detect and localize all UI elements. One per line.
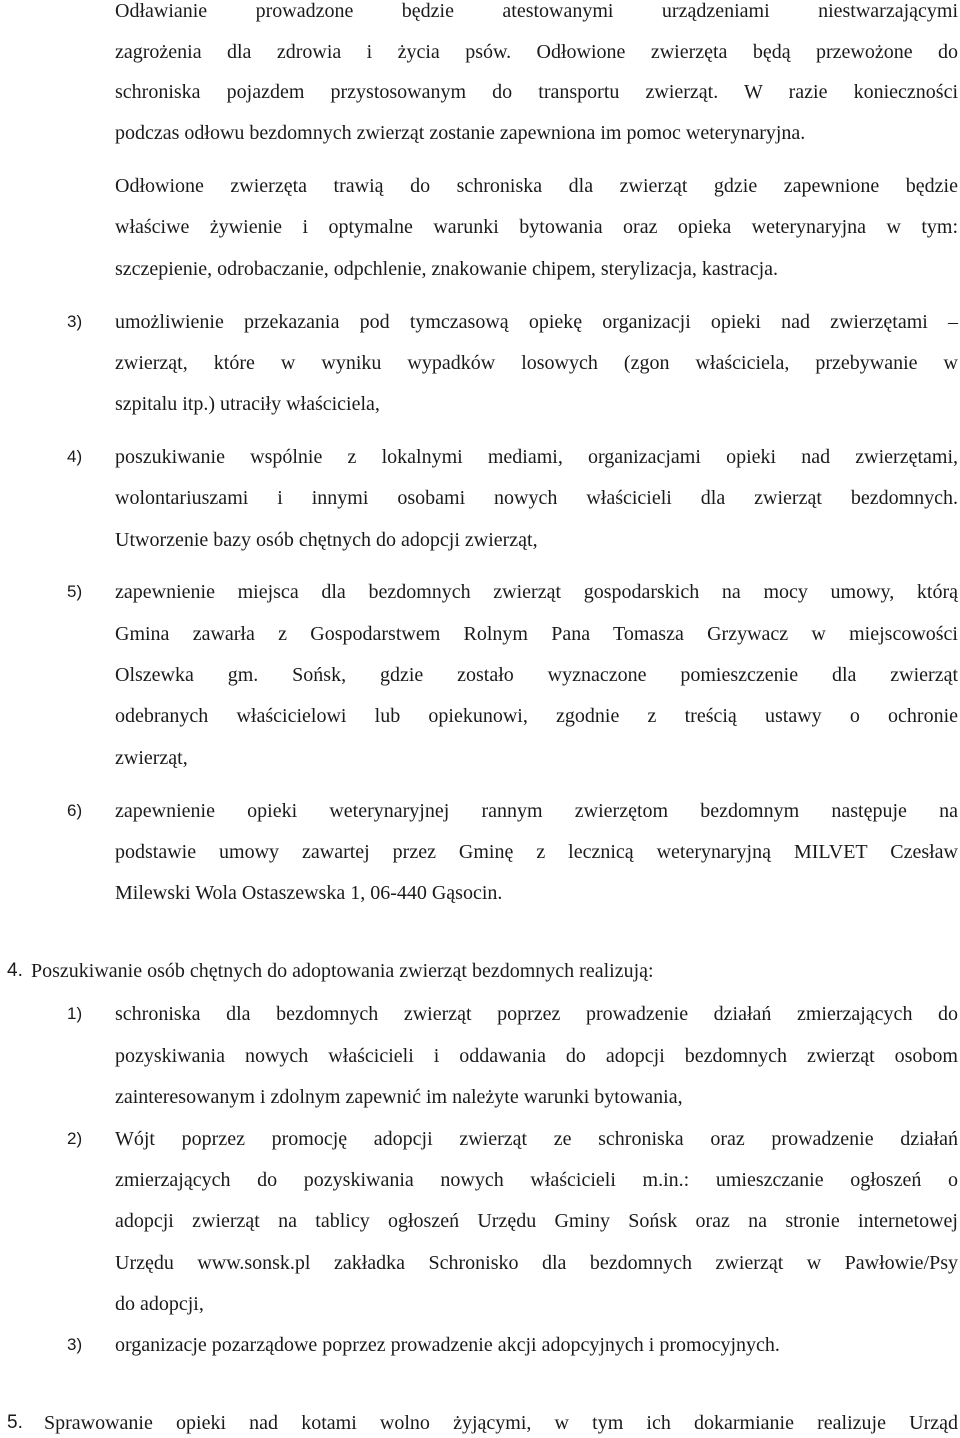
list-item-number: 4) [67, 447, 83, 466]
list-item-line: Utworzenie bazy osób chętnych do adopcji zwierząt, [115, 529, 538, 551]
list-item-line: pozyskiwania nowych właścicieli i oddawania do adopcji bezdomnych zwierząt osobom [115, 1045, 958, 1067]
list-item-number: 6) [67, 801, 83, 820]
list-item-line: poszukiwanie wspólnie z lokalnymi mediami, organizacjami opieki nad zwierzętami, [115, 446, 958, 468]
text-line: Odłowione zwierzęta trawią do schroniska dla zwierząt gdzie zapewnione będzie [115, 175, 958, 197]
list-item-line: zwierząt, które w wyniku wypadków losowych (zgon właściciela, przebywanie w [115, 352, 958, 374]
list-item-line: do adopcji, [115, 1293, 204, 1315]
list-item-line: wolontariuszami i innymi osobami nowych właścicieli dla zwierząt bezdomnych. [115, 487, 958, 509]
text-line: Odławianie prowadzone będzie atestowanymi urządzeniami niestwarzającymi [115, 0, 958, 22]
list-item-line: szpitalu itp.) utraciły właściciela, [115, 393, 380, 415]
text-line: właściwe żywienie i optymalne warunki bytowania oraz opieka weterynaryjna w tym: [115, 216, 958, 238]
list-item-line: Wójt poprzez promocję adopcji zwierząt ze schroniska oraz prowadzenie działań [115, 1128, 958, 1150]
text-line: schroniska pojazdem przystosowanym do transportu zwierząt. W razie konieczności [115, 81, 958, 103]
list-item-line: Olszewka gm. Sońsk, gdzie zostało wyznaczone pomieszczenie dla zwierząt [115, 664, 958, 686]
list-item-line: umożliwienie przekazania pod tymczasową opiekę organizacji opieki nad zwierzętami – [115, 311, 958, 333]
list-item-number: 3) [67, 312, 83, 331]
list-item-line: Gmina zawarła z Gospodarstwem Rolnym Pana Tomasza Grzywacz w miejscowości [115, 623, 958, 645]
list-item-line: organizacje pozarządowe poprzez prowadzenie akcji adopcyjnych i promocyjnych. [115, 1334, 780, 1356]
list-item-line: zainteresowanym i zdolnym zapewnić im należyte warunki bytowania, [115, 1086, 683, 1108]
list-item-line: zwierząt, [115, 747, 188, 769]
text-line: podczas odłowu bezdomnych zwierząt zostanie zapewniona im pomoc weterynaryjna. [115, 122, 806, 144]
list-item-line: podstawie umowy zawartej przez Gminę z lecznicą weterynaryjną MILVET Czesław [115, 841, 958, 863]
section-number: 4. [7, 960, 23, 981]
list-item-number: 3) [67, 1335, 83, 1354]
section-heading: Sprawowanie opieki nad kotami wolno żyjącymi, w tym ich dokarmianie realizuje Urząd [44, 1412, 958, 1434]
list-item-line: adopcji zwierząt na tablicy ogłoszeń Urzędu Gminy Sońsk oraz na stronie internetowej [115, 1210, 958, 1232]
text-line: zagrożenia dla zdrowia i życia psów. Odłowione zwierzęta będą przewożone do [115, 41, 958, 63]
section-number: 5. [7, 1412, 23, 1433]
list-item-number: 5) [67, 582, 83, 601]
list-item-line: zapewnienie miejsca dla bezdomnych zwierząt gospodarskich na mocy umowy, którą [115, 581, 958, 603]
section-heading: Poszukiwanie osób chętnych do adoptowania zwierząt bezdomnych realizują: [31, 960, 654, 982]
list-item-number: 2) [67, 1129, 83, 1148]
list-item-line: zmierzających do pozyskiwania nowych właścicieli m.in.: umieszczanie ogłoszeń o [115, 1169, 958, 1191]
list-item-line: schroniska dla bezdomnych zwierząt poprzez prowadzenie działań zmierzających do [115, 1003, 958, 1025]
list-item-line: zapewnienie opieki weterynaryjnej rannym zwierzętom bezdomnym następuje na [115, 800, 958, 822]
list-item-line: odebranych właścicielowi lub opiekunowi, zgodnie z treścią ustawy o ochronie [115, 705, 958, 727]
list-item-line: Milewski Wola Ostaszewska 1, 06-440 Gąsocin. [115, 882, 503, 904]
list-item-number: 1) [67, 1004, 83, 1023]
list-item-line: Urzędu www.sonsk.pl zakładka Schronisko dla bezdomnych zwierząt w Pawłowie/Psy [115, 1252, 958, 1274]
text-line: szczepienie, odrobaczanie, odpchlenie, znakowanie chipem, sterylizacja, kastracja. [115, 258, 778, 280]
